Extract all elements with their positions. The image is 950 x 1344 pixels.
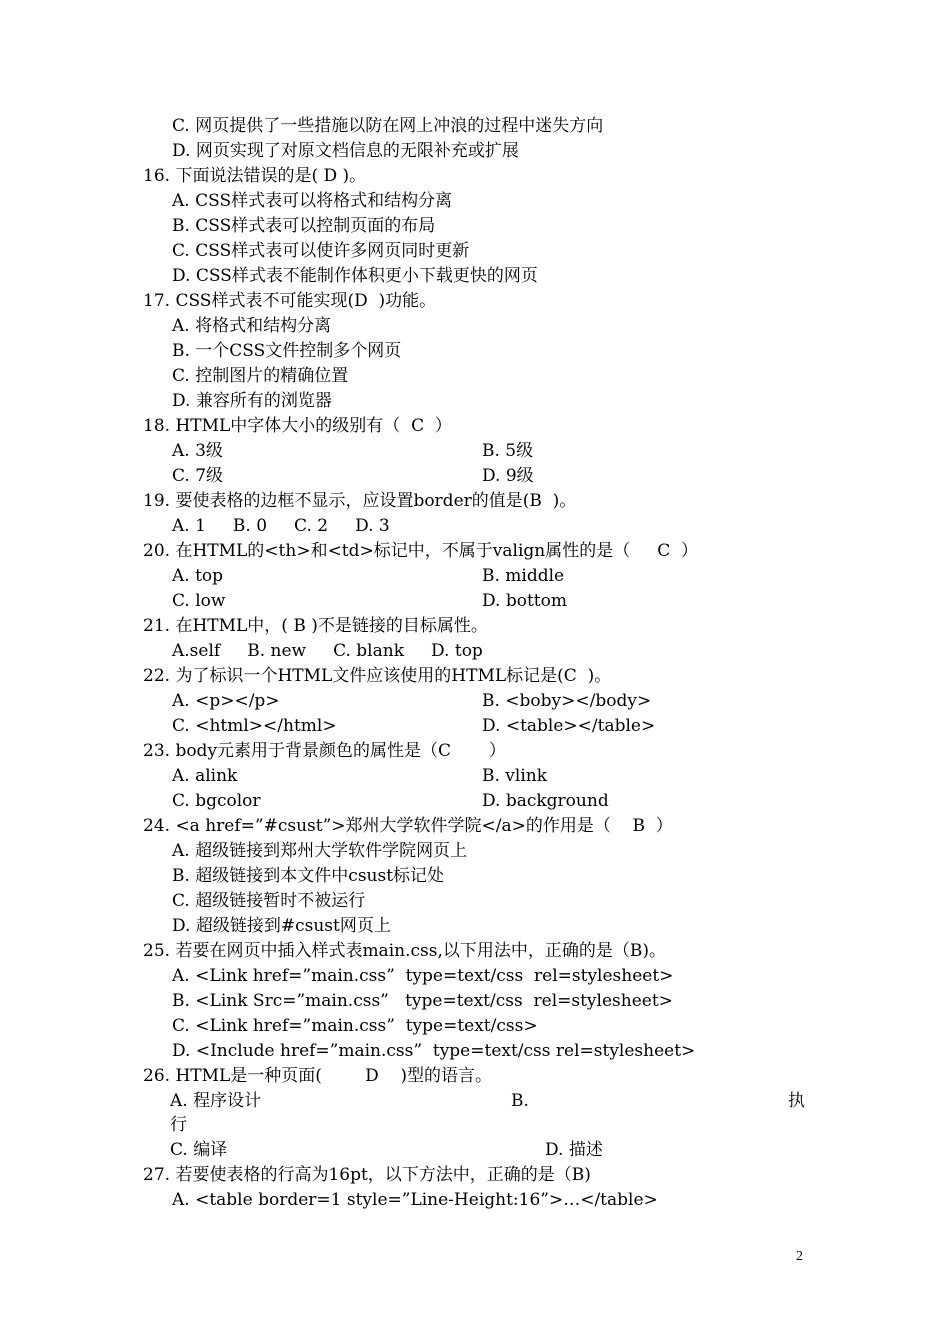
question-26: 26. HTML是一种页面( D )型的语言。 <box>143 1066 493 1086</box>
text-line: A.self B. new C. blank D. top <box>172 641 483 661</box>
text-line: D. 网页实现了对原文档信息的无限补充或扩展 <box>172 141 519 161</box>
text-line: D. 9级 <box>482 466 534 486</box>
text-line: A. CSS样式表可以将格式和结构分离 <box>172 191 453 211</box>
text-line: C. 超级链接暂时不被运行 <box>172 891 366 911</box>
text-line: D. bottom <box>482 591 567 611</box>
text-line: A. 将格式和结构分离 <box>172 316 332 336</box>
question-27: 27. 若要使表格的行高为16pt，以下方法中，正确的是（B) <box>143 1165 591 1185</box>
page-number: 2 <box>796 1249 803 1264</box>
text-line: D. 描述 <box>545 1140 603 1160</box>
text-line: C. <html></html> <box>172 716 337 736</box>
question-18: 18. HTML中字体大小的级别有（ C ） <box>143 416 452 436</box>
text-line: A. <table border=1 style=”Line-Height:16”>…</table> <box>172 1190 658 1210</box>
question-17: 17. CSS样式表不可能实现(D )功能。 <box>143 291 437 311</box>
text-line: C. 控制图片的精确位置 <box>172 366 349 386</box>
text-line: B. <Link Src=”main.css” type=text/css rel=stylesheet> <box>172 991 673 1011</box>
text-line: D. 超级链接到#csust网页上 <box>172 916 391 936</box>
text-line: C. 7级 <box>172 466 224 486</box>
text-line: B. <boby></body> <box>482 691 652 711</box>
text-line: D. background <box>482 791 609 811</box>
text-line: 执 <box>788 1091 805 1111</box>
text-line: A. 程序设计 <box>170 1091 262 1111</box>
text-line: D. <Include href=”main.css” type=text/css rel=stylesheet> <box>172 1041 696 1061</box>
text-line: C. 网页提供了一些措施以防在网上冲浪的过程中迷失方向 <box>172 116 604 136</box>
text-line: B. 5级 <box>482 441 534 461</box>
text-line: 行 <box>170 1115 187 1135</box>
question-20: 20. 在HTML的<th>和<td>标记中，不属于valign属性的是（ C ） <box>143 541 699 561</box>
text-line: B. CSS样式表可以控制页面的布局 <box>172 216 436 236</box>
text-line: A. <Link href=”main.css” type=text/css rel=stylesheet> <box>172 966 674 986</box>
question-19: 19. 要使表格的边框不显示，应设置border的值是(B )。 <box>143 491 577 511</box>
question-21: 21. 在HTML中，( B )不是链接的目标属性。 <box>143 616 488 636</box>
text-line: D. <table></table> <box>482 716 656 736</box>
text-line: B. <box>511 1091 529 1111</box>
text-line: C. bgcolor <box>172 791 261 811</box>
text-line: B. middle <box>482 566 565 586</box>
text-line: C. 编译 <box>170 1140 228 1160</box>
text-line: A. 1 B. 0 C. 2 D. 3 <box>172 516 390 536</box>
text-line: C. CSS样式表可以使许多网页同时更新 <box>172 241 470 261</box>
question-24: 24. <a href=”#csust”>郑州大学软件学院</a>的作用是（ B ） <box>143 816 673 836</box>
text-line: B. vlink <box>482 766 548 786</box>
text-line: A. alink <box>172 766 238 786</box>
question-16: 16. 下面说法错误的是( D )。 <box>143 166 367 186</box>
text-line: C. low <box>172 591 226 611</box>
text-line: B. 超级链接到本文件中csust标记处 <box>172 866 445 886</box>
text-line: A. top <box>172 566 224 586</box>
text-line: D. 兼容所有的浏览器 <box>172 391 332 411</box>
text-line: A. 3级 <box>172 441 223 461</box>
question-22: 22. 为了标识一个HTML文件应该使用的HTML标记是(C )。 <box>143 666 612 686</box>
text-line: A. <p></p> <box>172 691 280 711</box>
text-line: A. 超级链接到郑州大学软件学院网页上 <box>172 841 468 861</box>
text-line: C. <Link href=”main.css” type=text/css> <box>172 1016 538 1036</box>
question-23: 23. body元素用于背景颜色的属性是（C ） <box>143 741 506 761</box>
question-25: 25. 若要在网页中插入样式表main.css,以下用法中，正确的是（B)。 <box>143 941 666 961</box>
text-line: B. 一个CSS文件控制多个网页 <box>172 341 402 361</box>
text-line: D. CSS样式表不能制作体积更小下载更快的网页 <box>172 266 538 286</box>
